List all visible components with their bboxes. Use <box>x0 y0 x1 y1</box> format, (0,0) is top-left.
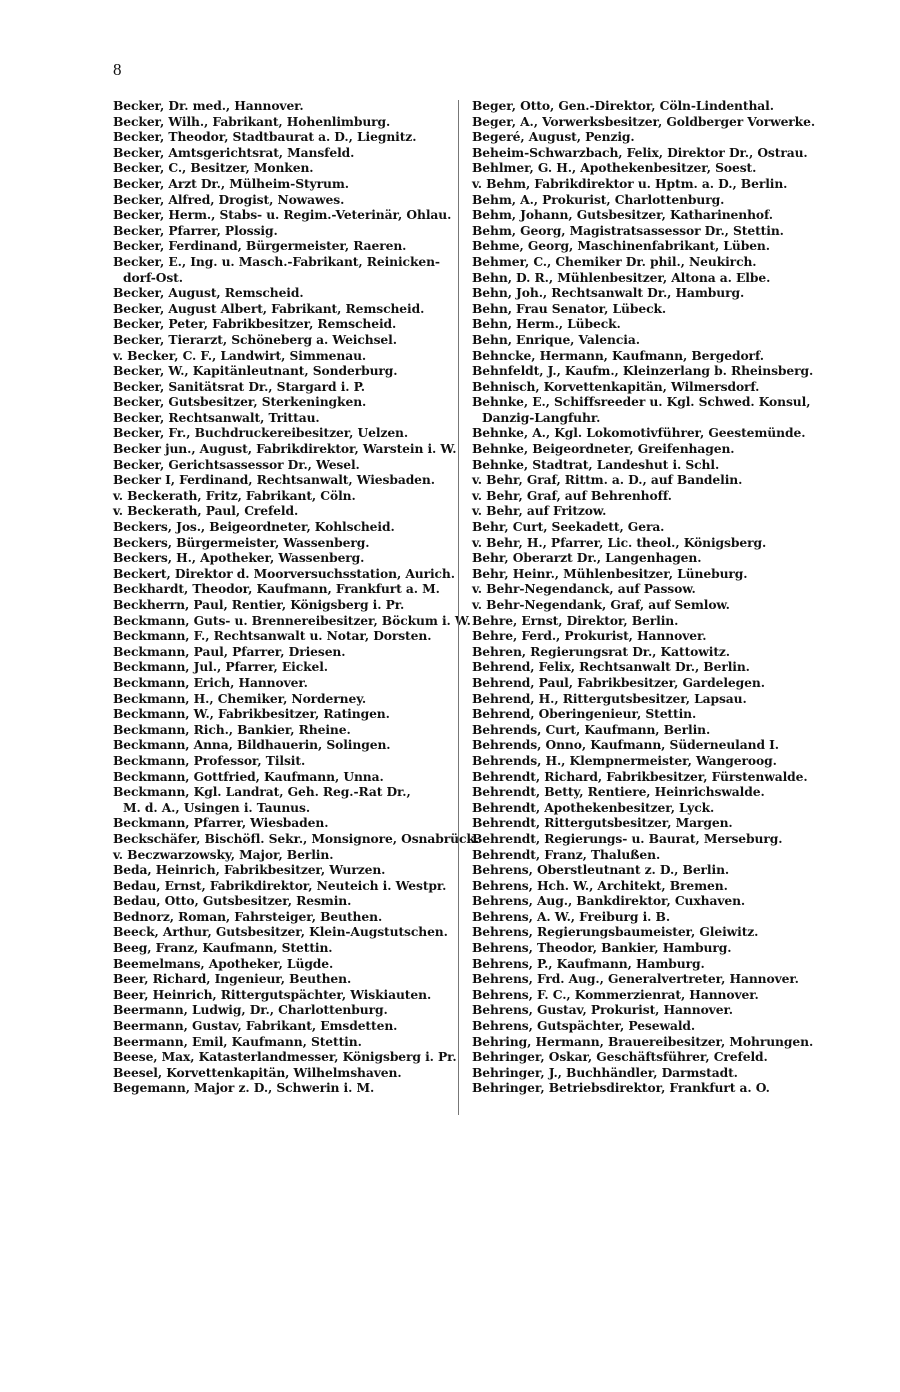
directory-entry <box>472 691 820 707</box>
directory-entry <box>113 644 458 660</box>
entry-text: Behrendt, Apothekenbesitzer, Lyck. <box>472 799 715 815</box>
left-column <box>113 98 479 1096</box>
entry-text: Behrens, Oberstleutnant z. D., Berlin. <box>472 862 730 878</box>
directory-entry <box>472 145 820 161</box>
directory-entry <box>113 238 458 254</box>
entry-text: Behrends, Onno, Kaufmann, Süderneuland I. <box>472 737 779 753</box>
directory-entry <box>113 878 458 894</box>
entry-text: Beckherrn, Paul, Rentier, Königsberg i. Pr. <box>113 597 405 612</box>
directory-entry <box>472 1018 820 1034</box>
entry-text: Beckmann, Anna, Bildhauerin, Solingen. <box>113 737 391 753</box>
entry-text: Behm, Johann, Gutsbesitzer, Katharinenhof. <box>472 207 773 223</box>
directory-entry <box>113 425 458 441</box>
entry-text: v. Beczwarzowsky, Major, Berlin. <box>113 846 334 862</box>
entry-text: Behnke, Beigeordneter, Greifenhagen. <box>472 441 735 457</box>
entry-text: Beckmann, Rich., Bankier, Rheine. <box>113 721 351 737</box>
directory-entry <box>472 940 820 956</box>
entry-text: v. Behr, auf Fritzow. <box>472 503 607 519</box>
directory-entry <box>113 909 458 925</box>
directory-entry <box>472 878 820 894</box>
directory-entry <box>472 316 820 332</box>
directory-entry <box>472 270 820 286</box>
directory-entry <box>113 1065 458 1081</box>
directory-entry <box>472 784 820 800</box>
entry-text: Becker, Arzt Dr., Mülheim-Styrum. <box>113 175 349 191</box>
entry-text: Behrens, Gustav, Prokurist, Hannover. <box>472 1002 733 1018</box>
entry-text: Becker, E., Ing. u. Masch.-Fabrikant, Reinicken- <box>113 253 440 269</box>
entry-text: Becker, Dr. med., Hannover. <box>113 98 304 113</box>
directory-entry <box>472 847 820 863</box>
entry-text: Beda, Heinrich, Fabrikbesitzer, Wurzen. <box>113 862 386 878</box>
directory-entry <box>113 145 458 161</box>
directory-entry <box>472 737 820 753</box>
directory-entry <box>113 379 458 395</box>
directory-entry <box>113 114 458 130</box>
entry-text: Beer, Heinrich, Rittergutspächter, Wiskiauten. <box>113 986 432 1002</box>
entry-text: Behringer, J., Buchhändler, Darmstadt. <box>472 1064 738 1080</box>
entry-text: Behmer, C., Chemiker Dr. phil., Neukirch. <box>472 253 757 269</box>
directory-entry <box>472 129 820 145</box>
directory-entry <box>113 628 458 644</box>
directory-entry <box>472 613 820 629</box>
entry-text: Beermann, Emil, Kaufmann, Stettin. <box>113 1033 362 1049</box>
directory-entry <box>113 1049 458 1065</box>
directory-entry <box>113 1080 458 1096</box>
directory-entry <box>113 581 458 597</box>
directory-entry <box>113 503 458 519</box>
page-number: 8 <box>113 60 122 79</box>
entry-text: Beger, Otto, Gen.-Direktor, Cöln-Lindenthal. <box>472 98 774 113</box>
directory-entry <box>113 207 458 223</box>
directory-entry <box>472 753 820 769</box>
directory-entry <box>113 971 458 987</box>
directory-entry <box>113 987 458 1003</box>
directory-entry <box>113 129 458 145</box>
entry-text: Becker, Wilh., Fabrikant, Hohenlimburg. <box>113 113 391 129</box>
entry-text: Behme, Georg, Maschinenfabrikant, Lüben. <box>472 238 770 254</box>
entry-text: v. Beckerath, Paul, Crefeld. <box>113 503 299 519</box>
directory-entry <box>472 363 820 379</box>
directory-entry <box>113 332 458 348</box>
directory-entry <box>472 550 820 566</box>
entry-text: Beer, Richard, Ingenieur, Beuthen. <box>113 971 352 987</box>
entry-text: Behn, Herm., Lübeck. <box>472 316 621 332</box>
directory-entry <box>472 644 820 660</box>
directory-entry <box>472 457 820 473</box>
entry-text: Becker, Ferdinand, Bürgermeister, Raeren. <box>113 238 407 254</box>
directory-entry <box>113 301 458 317</box>
directory-entry <box>472 160 820 176</box>
entry-text: Behrens, F. C., Kommerzienrat, Hannover. <box>472 986 759 1002</box>
entry-text: Behrend, H., Rittergutsbesitzer, Lapsau. <box>472 690 747 706</box>
entry-text: Behrens, A. W., Freiburg i. B. <box>472 908 671 924</box>
entry-text: Behnke, A., Kgl. Lokomotivführer, Geestemünde. <box>472 425 806 441</box>
entry-text: Beckmann, Erich, Hannover. <box>113 674 308 690</box>
directory-entry <box>113 612 471 629</box>
directory-entry <box>472 831 820 847</box>
directory-entry <box>472 581 820 597</box>
entry-text: Beckmann, Gottfried, Kaufmann, Unna. <box>113 768 384 784</box>
entry-text: Behrens, P., Kaufmann, Hamburg. <box>472 955 705 971</box>
entry-text: v. Becker, C. F., Landwirt, Simmenau. <box>113 347 367 363</box>
directory-entry <box>113 285 458 301</box>
directory-entry <box>113 410 458 426</box>
directory-entry <box>472 192 820 208</box>
directory-entry <box>472 301 820 317</box>
directory-entry <box>472 893 820 909</box>
entry-text: Behrendt, Franz, Thalußen. <box>472 846 661 862</box>
directory-entry <box>113 488 458 504</box>
directory-entry <box>113 1018 458 1034</box>
directory-entry <box>472 706 820 722</box>
directory-entry <box>472 956 820 972</box>
entry-text: Behrend, Felix, Rechtsanwalt Dr., Berlin. <box>472 659 750 675</box>
entry-text: Behn, Frau Senator, Lübeck. <box>472 300 667 316</box>
entry-text: v. Behr, Graf, auf Behrenhoff. <box>472 487 672 503</box>
directory-entry <box>113 566 458 582</box>
entry-text: Beckers, H., Apotheker, Wassenberg. <box>113 550 365 566</box>
directory-entry <box>472 659 820 675</box>
directory-entry <box>472 1034 820 1050</box>
entry-text: Begemann, Major z. D., Schwerin i. M. <box>113 1080 375 1096</box>
directory-entry <box>113 550 458 566</box>
entry-text: Behn, D. R., Mühlenbesitzer, Altona a. Elbe. <box>472 269 771 285</box>
directory-entry <box>472 769 820 785</box>
directory-entry <box>472 348 820 364</box>
entry-text: Behlmer, G. H., Apothekenbesitzer, Soest. <box>472 160 757 176</box>
directory-entry <box>113 737 458 753</box>
directory-entry <box>472 285 820 301</box>
entry-text: Beckmann, Paul, Pfarrer, Driesen. <box>113 643 346 659</box>
entry-text: Beckmann, H., Chemiker, Norderney. <box>113 690 367 706</box>
entry-text: Behrends, Curt, Kaufmann, Berlin. <box>472 721 711 737</box>
directory-entry <box>472 1080 820 1096</box>
entry-text: Behren, Regierungsrat Dr., Kattowitz. <box>472 643 730 659</box>
entry-text: Becker, Herm., Stabs- u. Regim.-Veterinär, Ohlau. <box>113 207 452 223</box>
directory-entry <box>472 971 820 987</box>
directory-entry <box>113 441 458 457</box>
directory-entry <box>472 535 820 551</box>
entry-text: Behn, Enrique, Valencia. <box>472 331 640 347</box>
directory-entry <box>113 316 458 332</box>
entry-text: Behrens, Hch. W., Architekt, Bremen. <box>472 877 728 893</box>
directory-entry <box>113 192 458 208</box>
entry-text: v. Behr-Negendank, Graf, auf Semlow. <box>472 597 730 612</box>
entry-text: Becker, Amtsgerichtsrat, Mansfeld. <box>113 144 355 160</box>
entry-text: Beese, Max, Katasterlandmesser, Königsberg i. Pr. <box>113 1049 457 1065</box>
directory-entry <box>113 722 458 738</box>
directory-entry <box>113 223 458 239</box>
entry-text: Behrendt, Richard, Fabrikbesitzer, Fürstenwalde. <box>472 768 808 784</box>
directory-entry <box>113 519 458 535</box>
entry-text: Beckmann, Jul., Pfarrer, Eickel. <box>113 659 328 675</box>
directory-entry <box>113 691 458 707</box>
entry-text: Beermann, Gustav, Fabrikant, Emsdetten. <box>113 1018 398 1034</box>
entry-text: Beckmann, Kgl. Landrat, Geh. Reg.-Rat Dr., <box>113 784 411 800</box>
entry-text: Behnke, Stadtrat, Landeshut i. Schl. <box>472 456 720 472</box>
entry-text: Becker, August Albert, Fabrikant, Remscheid. <box>113 300 425 316</box>
entry-text: Beckert, Direktor d. Moorversuchsstation, Aurich. <box>113 565 455 581</box>
entry-text: Becker, W., Kapitänleutnant, Sonderburg. <box>113 363 398 379</box>
entry-text: Beckhardt, Theodor, Kaufmann, Frankfurt a. M. <box>113 581 440 597</box>
directory-entry <box>472 862 820 878</box>
directory-entry <box>113 893 458 909</box>
directory-entry <box>472 176 820 192</box>
entry-text: Behrendt, Regierungs- u. Baurat, Merseburg. <box>472 830 783 846</box>
directory-entry <box>472 223 820 239</box>
entry-text: Behrens, Regierungsbaumeister, Gleiwitz. <box>472 924 759 940</box>
directory-entry <box>113 394 458 410</box>
entry-text: Behringer, Oskar, Geschäftsführer, Crefeld. <box>472 1049 768 1065</box>
directory-entry <box>472 987 820 1003</box>
entry-text: Behnke, E., Schiffsreeder u. Kgl. Schwed. Konsul, <box>472 394 811 410</box>
directory-entry <box>472 425 820 441</box>
entry-text: Behrend, Paul, Fabrikbesitzer, Gardelegen. <box>472 674 765 690</box>
directory-entry <box>113 847 458 863</box>
entry-text: Becker, Gutsbesitzer, Sterkeningken. <box>113 394 367 410</box>
directory-entry <box>113 597 458 613</box>
directory-entry <box>113 753 458 769</box>
entry-text: Beckmann, W., Fabrikbesitzer, Ratingen. <box>113 706 390 722</box>
entry-text: Behre, Ernst, Direktor, Berlin. <box>472 612 679 628</box>
directory-entry <box>113 675 458 691</box>
directory-entry <box>472 238 820 254</box>
entry-text: Becker, Pfarrer, Plossig. <box>113 222 278 238</box>
directory-entry <box>113 924 458 940</box>
right-column <box>472 98 820 1096</box>
entry-text: Behnfeldt, J., Kaufm., Kleinzerlang b. Rheinsberg. <box>472 363 814 379</box>
directory-entry <box>472 441 820 457</box>
directory-entry <box>472 519 820 535</box>
entry-text: Beckers, Bürgermeister, Wassenberg. <box>113 534 370 550</box>
entry-text: Becker, August, Remscheid. <box>113 285 304 301</box>
entry-text: Becker, Fr., Buchdruckereibesitzer, Uelzen. <box>113 425 409 441</box>
entry-text: Behrend, Oberingenieur, Stettin. <box>472 706 697 722</box>
directory-entry <box>113 176 458 192</box>
directory-entry <box>113 363 458 379</box>
entry-text: Behrens, Aug., Bankdirektor, Cuxhaven. <box>472 893 746 909</box>
entry-text: Behr, Curt, Seekadett, Gera. <box>472 519 665 535</box>
entry-text: Beger, A., Vorwerksbesitzer, Goldberger Vorwerke. <box>472 113 816 129</box>
entry-text: Beckers, Jos., Beigeordneter, Kohlscheid. <box>113 519 395 535</box>
directory-entry <box>113 348 458 364</box>
directory-entry <box>472 394 820 425</box>
directory-entry <box>472 472 820 488</box>
entry-text: Behr, Heinr., Mühlenbesitzer, Lüneburg. <box>472 565 748 581</box>
directory-entry <box>113 784 458 815</box>
entry-text: Begeré, August, Penzig. <box>472 129 635 145</box>
directory-entry <box>472 379 820 395</box>
entry-text: Behncke, Hermann, Kaufmann, Bergedorf. <box>472 347 764 363</box>
directory-entry <box>113 254 458 285</box>
directory-entry <box>472 1049 820 1065</box>
entry-text: v. Behr-Negendanck, auf Passow. <box>472 581 696 597</box>
entry-text: Becker, Peter, Fabrikbesitzer, Remscheid. <box>113 316 397 332</box>
directory-entry <box>472 207 820 223</box>
directory-entry <box>472 1002 820 1018</box>
entry-text: Beheim-Schwarzbach, Felix, Direktor Dr., Ostrau. <box>472 144 808 160</box>
entry-continuation: M. d. A., Usingen i. Taunus. <box>123 799 311 815</box>
directory-entry <box>113 457 458 473</box>
entry-text: Becker, Theodor, Stadtbaurat a. D., Liegnitz. <box>113 129 417 145</box>
entry-text: v. Behm, Fabrikdirektor u. Hptm. a. D., Berlin. <box>472 175 788 191</box>
entry-text: Becker, Rechtsanwalt, Trittau. <box>113 409 320 425</box>
directory-entry <box>472 566 820 582</box>
directory-entry <box>472 503 820 519</box>
entry-text: Behm, A., Prokurist, Charlottenburg. <box>472 191 725 207</box>
entry-text: Beeck, Arthur, Gutsbesitzer, Klein-Augstutschen. <box>113 924 448 940</box>
entry-text: Bedau, Ernst, Fabrikdirektor, Neuteich i. Westpr. <box>113 877 447 893</box>
entry-text: Beckmann, Professor, Tilsit. <box>113 752 306 768</box>
directory-entry <box>472 815 820 831</box>
entry-text: Beckmann, Guts- u. Brennereibesitzer, Böckum i. W. <box>113 612 471 628</box>
entry-text: Behm, Georg, Magistratsassessor Dr., Stettin. <box>472 222 784 238</box>
entry-continuation: dorf-Ost. <box>123 269 183 285</box>
directory-entry <box>472 675 820 691</box>
entry-text: Becker, Sanitätsrat Dr., Stargard i. P. <box>113 378 365 394</box>
entry-text: Beermann, Ludwig, Dr., Charlottenburg. <box>113 1002 388 1018</box>
directory-entry <box>472 254 820 270</box>
directory-entry <box>113 830 479 847</box>
entry-text: Bedau, Otto, Gutsbesitzer, Resmin. <box>113 893 352 909</box>
directory-entry <box>113 769 458 785</box>
entry-text: v. Behr, Graf, Rittm. a. D., auf Bandelin. <box>472 472 743 488</box>
entry-text: Behrendt, Rittergutsbesitzer, Margen. <box>472 815 733 831</box>
entry-text: Behrendt, Betty, Rentiere, Heinrichswalde. <box>472 784 765 800</box>
directory-entry <box>113 1002 458 1018</box>
directory-entry <box>472 909 820 925</box>
directory-entry <box>472 924 820 940</box>
directory-entry <box>472 488 820 504</box>
entry-text: Behrens, Theodor, Bankier, Hamburg. <box>472 940 732 956</box>
entry-text: Behn, Joh., Rechtsanwalt Dr., Hamburg. <box>472 285 745 301</box>
entry-text: Behnisch, Korvettenkapitän, Wilmersdorf. <box>472 378 760 394</box>
entry-text: Becker jun., August, Fabrikdirektor, Warstein i. W. <box>113 441 457 457</box>
entry-text: Behre, Ferd., Prokurist, Hannover. <box>472 628 707 644</box>
directory-entry <box>472 98 820 114</box>
directory-entry <box>113 862 458 878</box>
entry-text: Becker, Tierarzt, Schöneberg a. Weichsel. <box>113 331 397 347</box>
entry-text: Becker, C., Besitzer, Monken. <box>113 160 314 176</box>
entry-text: v. Behr, H., Pfarrer, Lic. theol., Königsberg. <box>472 534 767 550</box>
directory-entry <box>113 535 458 551</box>
directory-entry <box>113 815 458 831</box>
directory-entry <box>472 800 820 816</box>
directory-entry <box>113 160 458 176</box>
directory-entry <box>472 597 820 613</box>
directory-entry <box>113 472 458 488</box>
entry-text: Becker I, Ferdinand, Rechtsanwalt, Wiesbaden. <box>113 472 435 488</box>
entry-text: Becker, Gerichtsassessor Dr., Wesel. <box>113 456 360 472</box>
entry-text: Beeg, Franz, Kaufmann, Stettin. <box>113 940 333 956</box>
directory-entry <box>113 98 458 114</box>
directory-entry <box>472 722 820 738</box>
entry-text: Beckmann, Pfarrer, Wiesbaden. <box>113 815 329 831</box>
directory-entry <box>472 1065 820 1081</box>
entry-text: Behr, Oberarzt Dr., Langenhagen. <box>472 550 702 566</box>
entry-text: v. Beckerath, Fritz, Fabrikant, Cöln. <box>113 487 356 503</box>
entry-text: Behrends, H., Klempnermeister, Wangeroog. <box>472 752 777 768</box>
entry-text: Beckschäfer, Bischöfl. Sekr., Monsignore, Osnabrück. <box>113 830 479 846</box>
directory-entry <box>113 1034 458 1050</box>
entry-text: Behringer, Betriebsdirektor, Frankfurt a. O. <box>472 1080 770 1096</box>
directory-entry <box>472 332 820 348</box>
entry-continuation: Danzig-Langfuhr. <box>482 409 601 425</box>
entry-text: Behrens, Frd. Aug., Generalvertreter, Hannover. <box>472 971 799 987</box>
directory-entry <box>113 706 458 722</box>
directory-entry <box>472 114 820 130</box>
entry-text: Beemelmans, Apotheker, Lügde. <box>113 955 334 971</box>
entry-text: Becker, Alfred, Drogist, Nowawes. <box>113 191 345 207</box>
entry-text: Behring, Hermann, Brauereibesitzer, Mohrungen. <box>472 1033 814 1049</box>
entry-text: Bednorz, Roman, Fahrsteiger, Beuthen. <box>113 908 383 924</box>
column-divider <box>458 100 459 1115</box>
entry-text: Behrens, Gutspächter, Pesewald. <box>472 1018 696 1034</box>
directory-entry <box>113 659 458 675</box>
directory-entry <box>113 940 458 956</box>
directory-entry <box>472 628 820 644</box>
entry-text: Beckmann, F., Rechtsanwalt u. Notar, Dorsten. <box>113 628 432 644</box>
directory-entry <box>113 956 458 972</box>
entry-text: Beesel, Korvettenkapitän, Wilhelmshaven. <box>113 1064 402 1080</box>
